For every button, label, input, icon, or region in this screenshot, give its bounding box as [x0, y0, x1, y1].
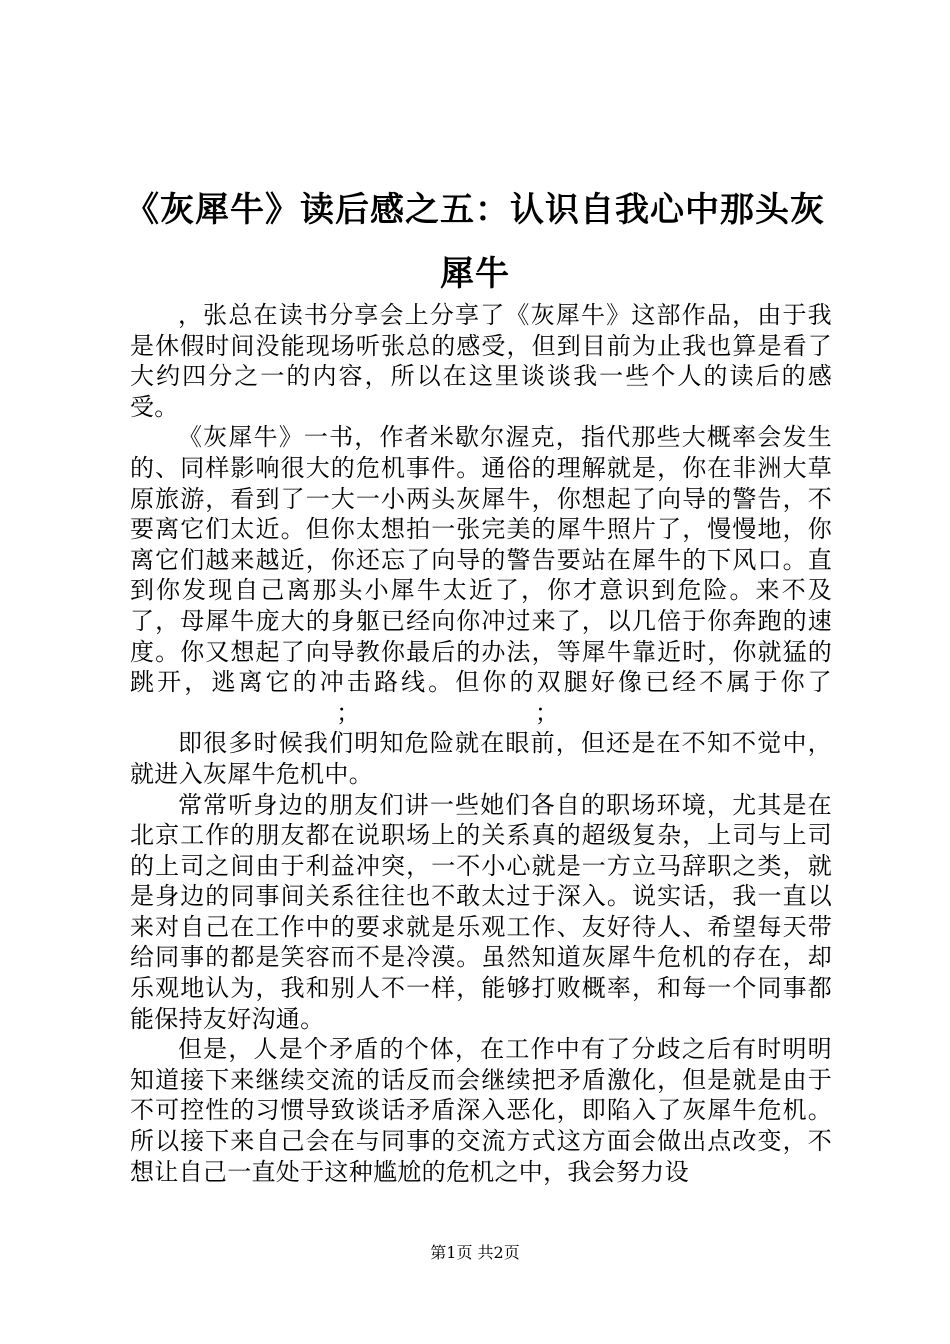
paragraph-2-text: 《灰犀牛》一书，作者米歇尔渥克，指代那些大概率会发生的、同样影响很大的危机事件。通俗的理解就是，你在非洲大草原旅游，看到了一大一小两头灰犀牛，你想起了向导的警告，不要离它们太近。但你太想拍一张完美的犀牛照片了，慢慢地，你离它们越来越近，你还忘了向导的警告要站在犀牛的下风口。直到你发现自己离那头小犀牛太近了，你才意识到危险。来不及了，母犀牛庞大的身躯已经向你冲过来了，以几倍于你奔跑的速度。你又想起了向导教你最后的办法，等犀牛靠近时，你就猛的跳开，逃离它的冲击路线。但你的双腿好像已经不属于你了 — [130, 423, 832, 697]
document-title: 《灰犀牛》读后感之五：认识自我心中那头灰犀牛 — [125, 190, 825, 294]
semicolon-mark: ； — [534, 698, 560, 727]
document-body — [130, 300, 832, 1187]
semicolon-mark: ； — [336, 698, 361, 727]
paragraph-1: ，张总在读书分享会上分享了《灰犀牛》这部作品，由于我是休假时间没能现场听张总的感受，但到目前为止我也算是看了大约四分之一的内容，所以在这里谈谈我一些个人的读后的感受。 — [130, 301, 832, 421]
paragraph-4: 常常听身边的朋友们讲一些她们各自的职场环境，尤其是在北京工作的朋友都在说职场上的关系真的超级复杂，上司与上司的上司之间由于利益冲突，一不小心就是一方立马辞职之类，就是身边的同事间关系往往也不敢太过于深入。说实话，我一直以来对自己在工作中的要求就是乐观工作、友好待人、希望每天带给同事的都是笑容而不是冷漠。虽然知道灰犀牛危机的存在，却乐观地认为，我和别人不一样，能够打败概率，和每一个同事都能保持友好沟通。 — [130, 790, 832, 1033]
paragraph-3: 即很多时候我们明知危险就在眼前，但还是在不知不觉中，就进入灰犀牛危机中。 — [130, 729, 832, 788]
paragraph-5: 但是，人是个矛盾的个体，在工作中有了分歧之后有时明明知道接下来继续交流的话反而会继续把矛盾激化，但是就是由于不可控性的习惯导致谈话矛盾深入恶化，即陷入了灰犀牛危机。所以接下来自己会在与同事的交流方式这方面会做出点改变，不想让自己一直处于这种尴尬的危机之中，我会努力设 — [130, 1035, 832, 1186]
paragraph-2 — [130, 422, 832, 728]
page-footer: 第1页 共2页 — [430, 1243, 520, 1262]
